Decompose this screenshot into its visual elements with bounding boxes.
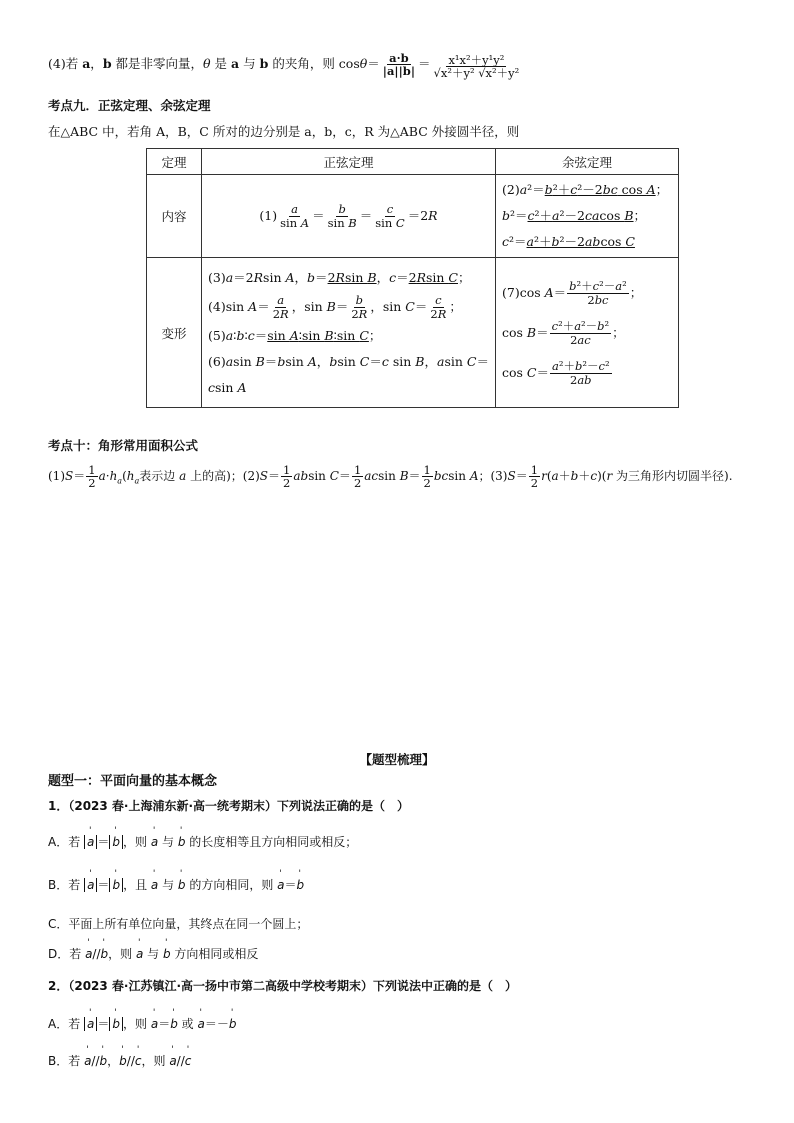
cosine-transform-a: (7)cos A＝ $\frac{\text{b²＋c²－a²}}{2bc}$ ； — [501, 279, 643, 307]
intro-mid: 都是非零向量， — [111, 56, 204, 72]
sine-transform-6: (6)asin B＝bsin A，bsin C＝c sin B，asin C＝ — [208, 353, 489, 369]
vector-a: a — [231, 56, 240, 72]
section9-intro: 在△ABC 中，若角 A，B，C 所对的边分别是 a，b，c，R 为△ABC 外接圆半径，则 — [48, 124, 520, 139]
sine-law-formula: (1) $\frac{a}{\text{sin A}}$ ＝ $\frac{b}{\text{sin B}}$ ＝ $\frac{c}{\text{sin C}}$ ＝2R — [259, 202, 438, 230]
sine-law-content — [202, 175, 496, 258]
intro-mid4: 的夹角，则 cos — [268, 56, 360, 72]
intro-sep: ， — [90, 56, 103, 72]
vector-b: b — [259, 56, 269, 72]
sine-transform-6b: csin A — [208, 379, 247, 395]
cosine-transform-c: cos C＝ $\frac{\text{a²＋b²－c²}}{2ab}$ — [501, 359, 610, 387]
q1-option-a: A．若 ' a ＝' b ，则 ' a 与 ' b 的长度相等且方向相同或相反； — [48, 833, 357, 850]
row-content-label: 内容 — [147, 175, 202, 258]
sine-transform-4: (4)sin A＝ $\frac{a}{2R}$ ，sin B＝ $\frac{b}{2R}$ ，sin C＝ $\frac{c}{2R}$ ； — [208, 293, 462, 321]
equals: ＝ — [367, 56, 380, 72]
cosine-formula-a: (2)a²＝b²＋c²－2bc cos A； — [501, 182, 669, 197]
intro-mid2: 是 — [210, 56, 232, 72]
q1-option-c: C．平面上所有单位向量，其终点在同一个圆上； — [48, 917, 309, 931]
sine-transform-content — [202, 258, 496, 408]
sine-transform-5: (5)a∶b∶c＝sin A∶sin B∶sin C； — [208, 327, 382, 343]
section10-title: 考点十：角形常用面积公式 — [48, 438, 199, 453]
section9-title: 考点九．正弦定理、余弦定理 — [48, 98, 211, 113]
cosine-transform-content — [495, 258, 678, 408]
intro-mid3: 与 — [239, 56, 260, 72]
cosine-transform-b: cos B＝ $\frac{\text{c²＋a²－b²}}{2ac}$ ； — [501, 319, 625, 347]
question-2-stem: 2．（2023 春·江苏镇江·高一扬中市第二高级中学校考期末）下列说法中正确的是（ ） — [48, 979, 518, 993]
intro-prefix: (4)若 — [48, 56, 83, 72]
theta: θ — [359, 56, 368, 72]
header-cosine: 余弦定理 — [495, 149, 678, 175]
equals: ＝ — [418, 56, 431, 72]
vector-b: b — [102, 56, 112, 72]
q2-option-a: A．若 ' a ＝' b ，则 ' a＝' b 或 ' a＝－' b — [48, 1015, 237, 1032]
law-table — [146, 148, 679, 408]
cosine-formula-c: c²＝a²＋b²－2abcos C — [501, 234, 635, 249]
cosine-law-content — [495, 175, 678, 258]
row-transform-label: 变形 — [147, 258, 202, 408]
vector-a: a — [82, 56, 91, 72]
question-1-stem: 1．（2023 春·上海浦东新·高一统考期末）下列说法正确的是（ ） — [48, 799, 410, 813]
cos-fraction-coords: $\frac{\text{x¹x²＋y¹y²}}{\text{√x²＋y² √x²＋y²}}$ — [433, 53, 520, 81]
theta: θ — [203, 56, 211, 72]
area-formula-line: (1)S＝ $\frac{1}{2}$ $a\cdot h_a(h_a$表示边 a 上的高)；(2)S＝ $\frac{1}{2}$ absin C＝ $\frac{1}{2}$ acsin B＝ $\frac{1}{2}$ bcsin A；(3)S＝ $\frac{1}{2}$ r(a＋b＋c)(r 为三角形内切圆半径). — [48, 463, 733, 491]
q2-option-b: B．若 ' a//' b，' b//' c，则 ' a//' c — [48, 1052, 191, 1069]
cosine-formula-b: b²＝c²＋a²－2cacos B； — [501, 208, 647, 223]
type-summary-header: 【题型梳理】 — [359, 752, 435, 767]
header-theorem: 定理 — [147, 149, 202, 175]
q1-option-b: B．若 ' a ＝' b ，且 ' a 与 ' b 的方向相同，则 ' a＝' b — [48, 876, 304, 893]
header-sine: 正弦定理 — [202, 149, 496, 175]
intro-formula-line — [48, 51, 522, 81]
cos-fraction-vectors: $\frac{a\cdot b}{|a||b|}$ — [382, 51, 416, 79]
sine-transform-3: (3)a＝2Rsin A，b＝2Rsin B，c＝2Rsin C； — [208, 269, 471, 285]
type1-title: 题型一：平面向量的基本概念 — [48, 774, 218, 789]
q1-option-d: D．若 ' a//' b，则 ' a 与 ' b 方向相同或相反 — [48, 945, 258, 962]
